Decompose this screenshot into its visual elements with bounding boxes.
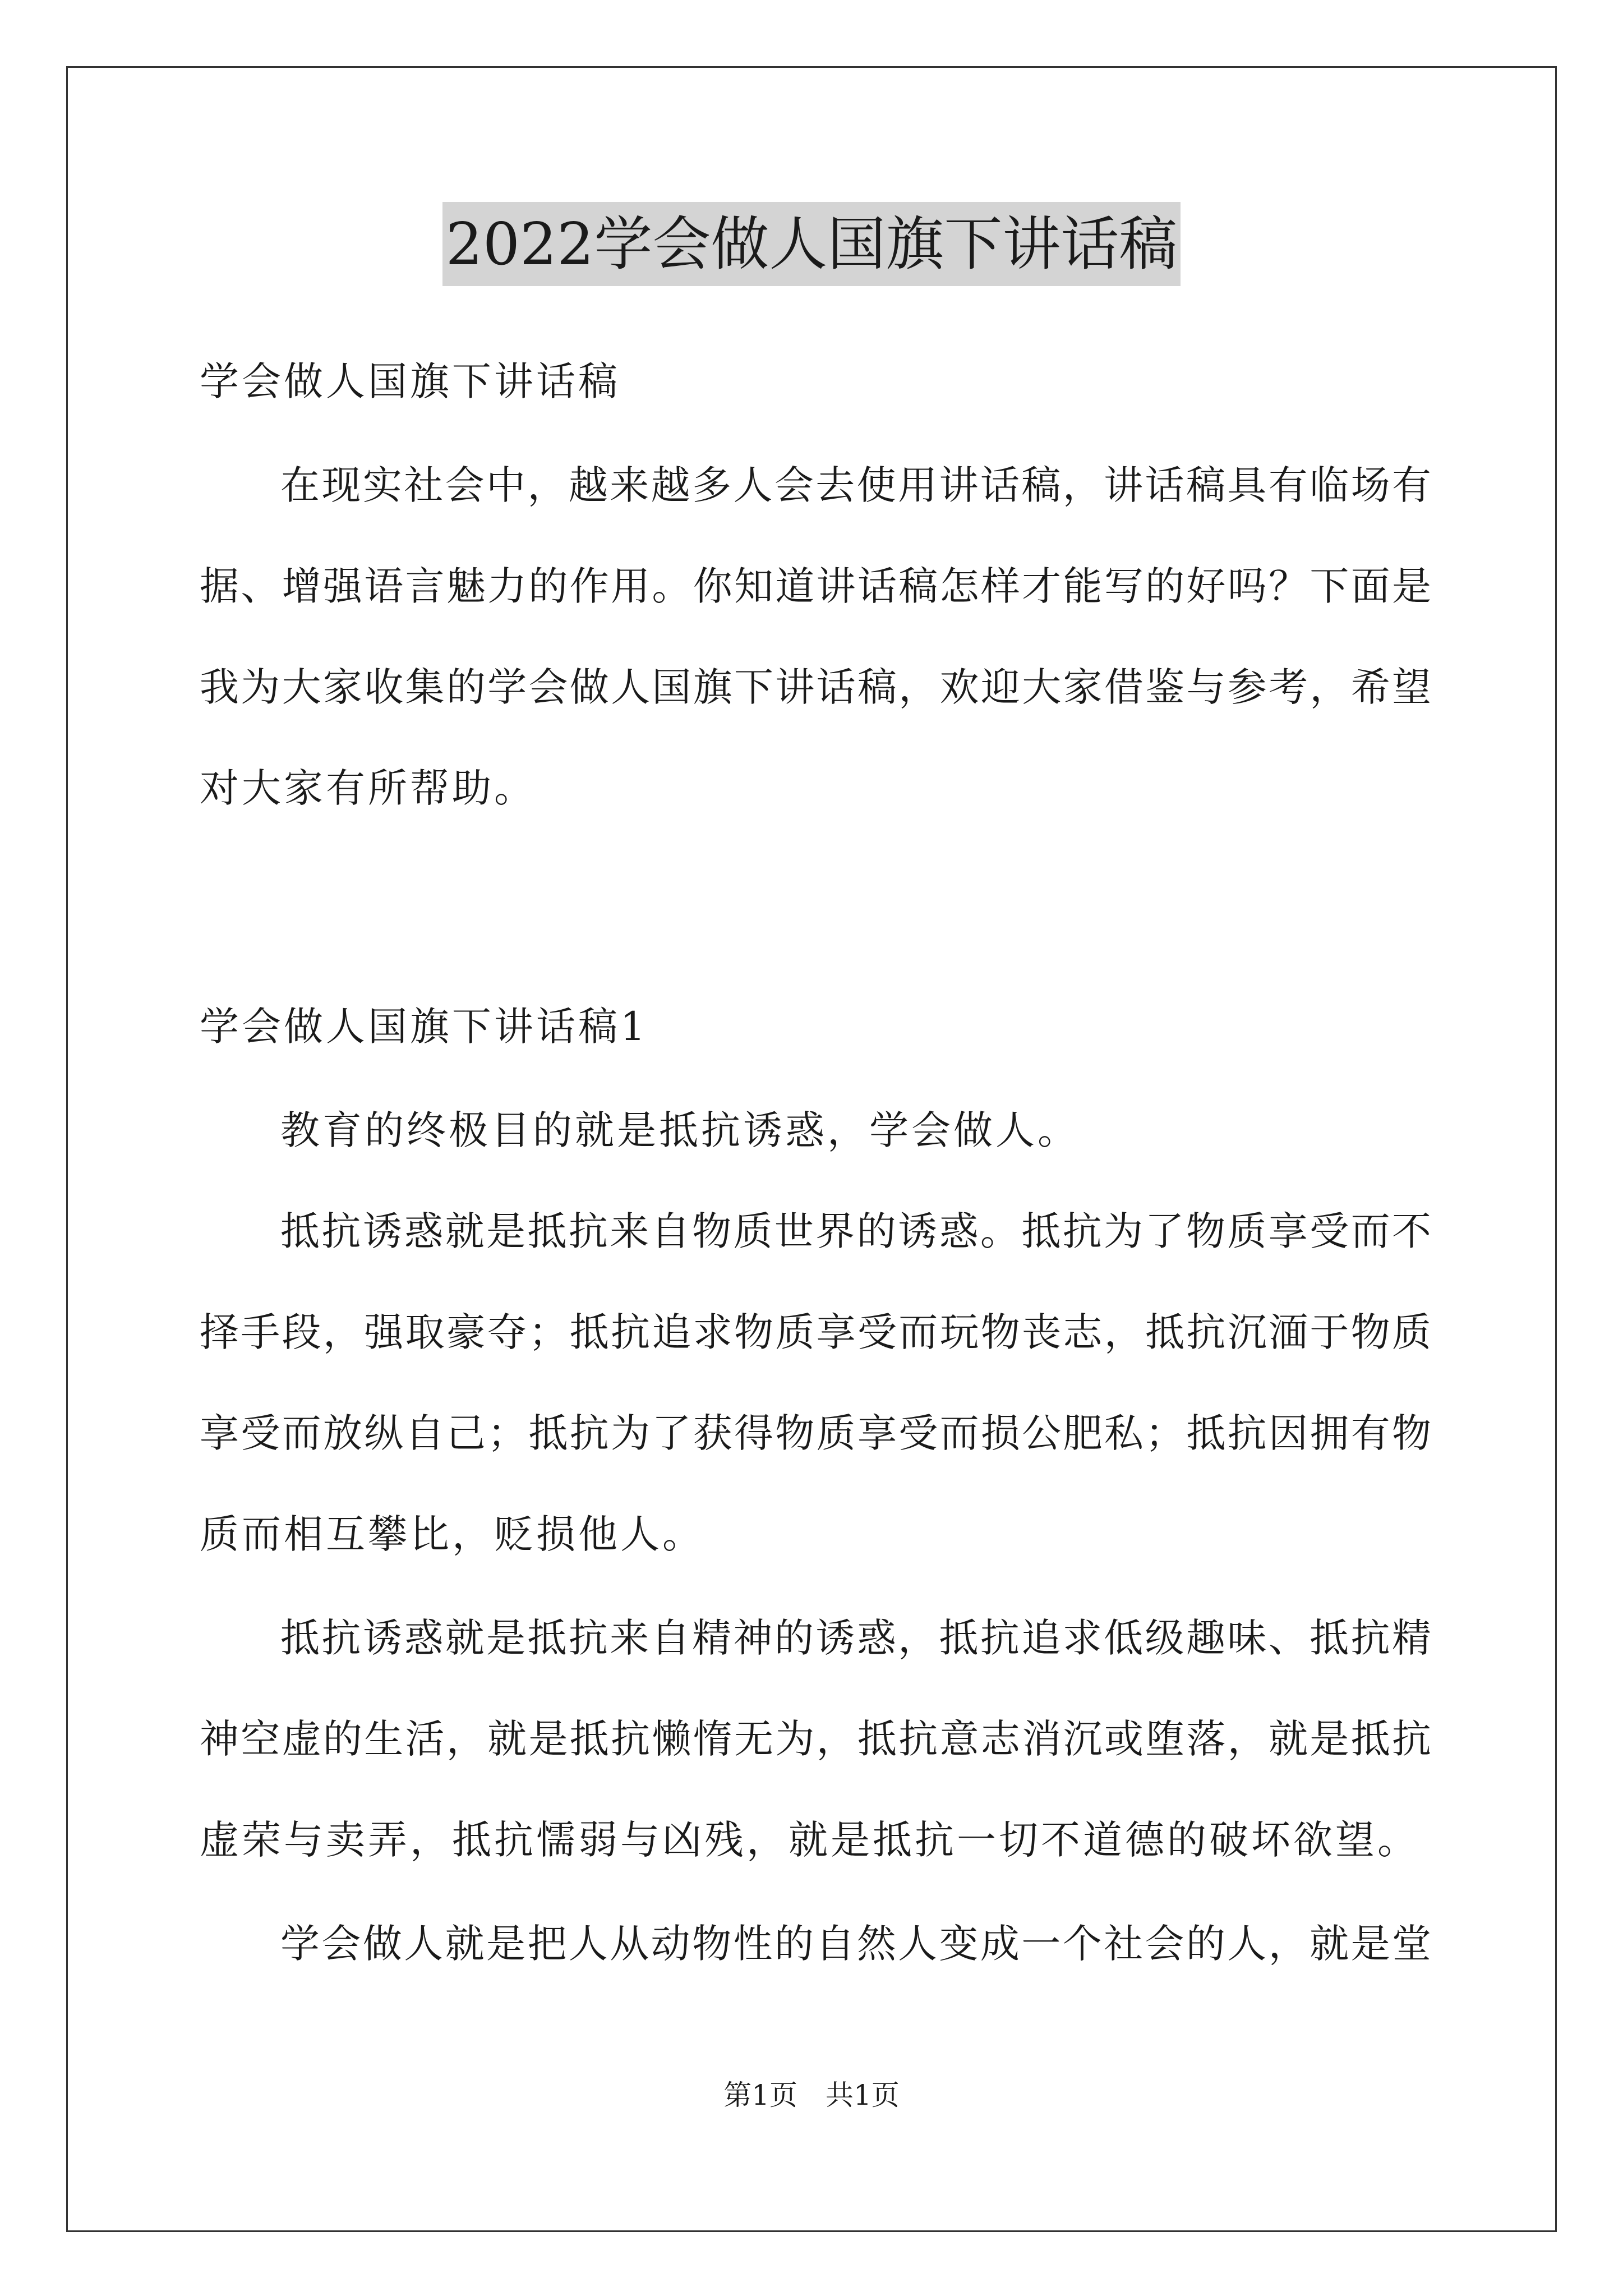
para2-line-3: 享受而放纵自己；抵抗为了获得物质享受而损公肥私；抵抗因拥有物 <box>200 1410 1431 1456</box>
paragraph-1: 教育的终极目的就是抵抗诱惑，学会做人。 <box>280 1107 1080 1153</box>
intro-line-2: 据、增强语言魅力的作用。你知道讲话稿怎样才能写的好吗？下面是 <box>200 563 1431 609</box>
para3-line-1: 抵抗诱惑就是抵抗来自精神的诱惑，抵抗追求低级趣味、抵抗精 <box>280 1615 1431 1661</box>
subtitle: 学会做人国旗下讲话稿 <box>200 358 620 404</box>
intro-line-4: 对大家有所帮助。 <box>200 765 536 811</box>
intro-line-1: 在现实社会中，越来越多人会去使用讲话稿，讲话稿具有临场有 <box>280 462 1431 508</box>
title-container <box>0 202 1623 286</box>
section-heading: 学会做人国旗下讲话稿1 <box>200 1004 648 1050</box>
intro-line-3: 我为大家收集的学会做人国旗下讲话稿，欢迎大家借鉴与参考，希望 <box>200 664 1431 710</box>
para4-line-1: 学会做人就是把人从动物性的自然人变成一个社会的人，就是堂 <box>280 1921 1431 1967</box>
document-title: 2022学会做人国旗下讲话稿 <box>442 202 1181 286</box>
para2-line-4: 质而相互攀比，贬损他人。 <box>200 1511 704 1557</box>
para2-line-2: 择手段，强取豪夺；抵抗追求物质享受而玩物丧志，抵抗沉湎于物质 <box>200 1309 1431 1355</box>
para2-line-1: 抵抗诱惑就是抵抗来自物质世界的诱惑。抵抗为了物质享受而不 <box>280 1208 1431 1254</box>
page-footer: 第1页 共1页 <box>723 2079 900 2111</box>
para3-line-3: 虚荣与卖弄，抵抗懦弱与凶残，就是抵抗一切不道德的破坏欲望。 <box>200 1817 1419 1863</box>
para3-line-2: 神空虚的生活，就是抵抗懒惰无为，抵抗意志消沉或堕落，就是抵抗 <box>200 1716 1431 1762</box>
